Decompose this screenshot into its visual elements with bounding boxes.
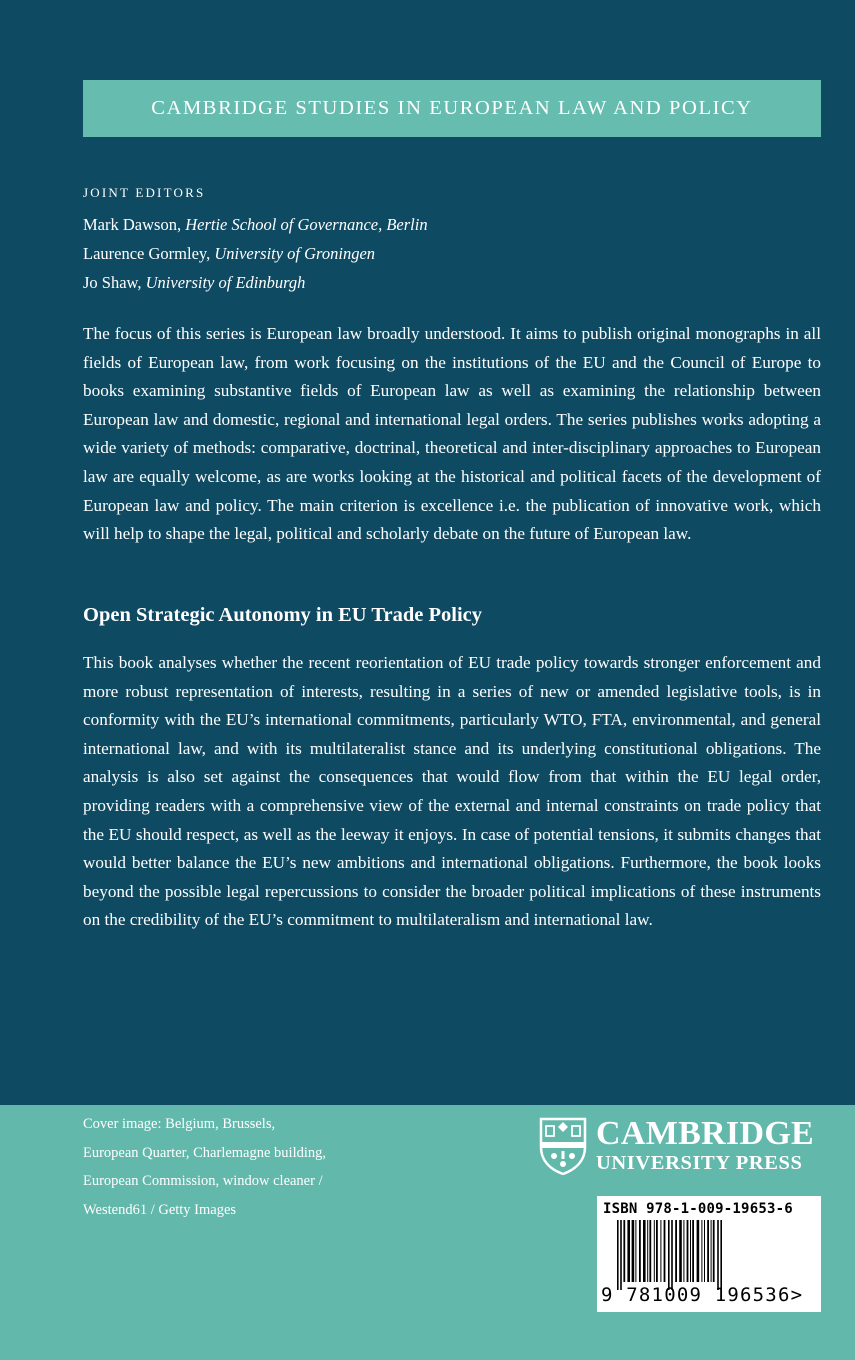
barcode-bar [671,1220,673,1290]
barcode-bar [617,1220,619,1290]
barcode-bar [664,1220,666,1282]
editor-name: Mark Dawson, [83,215,182,234]
barcode-bar [711,1220,712,1282]
barcode-bar [620,1220,622,1290]
editors-label: JOINT EDITORS [83,185,206,200]
series-title: CAMBRIDGE STUDIES IN EUROPEAN LAW AND POLICY [151,97,753,119]
barcode-bar [707,1220,709,1282]
publisher-logo [538,1117,814,1175]
barcode-bar [697,1220,700,1282]
barcode-bar [668,1220,670,1290]
isbn-label: ISBN 978-1-009-19653-6 [603,1201,793,1217]
barcode-bar [717,1220,719,1290]
publisher-subname: UNIVERSITY PRESS [596,1152,803,1174]
editor-affiliation: University of Groningen [214,244,376,263]
editor-name: Laurence Gormley, [83,244,211,263]
isbn-digits [601,1284,803,1306]
barcode-bar [701,1220,702,1282]
joint-editors [83,184,428,297]
barcode-bar [720,1220,722,1290]
editor-affiliation: University of Edinburgh [145,273,306,292]
barcode-bar [635,1220,636,1282]
publisher-wordmark [596,1117,814,1175]
barcode-bar [643,1220,646,1282]
barcode-bar [690,1220,691,1282]
barcode-bar [679,1220,682,1282]
editor-entry [83,268,428,297]
barcode-bar [649,1220,651,1282]
barcode-bar [654,1220,655,1282]
credit-line: Westend61 / Getty Images [83,1201,237,1218]
book-description: This book analyses whether the recent reorientation of EU trade policy towards stronger enforcement and more robust representation of interests, resulting in a series of new or amended legislative tools, is in conformity with the EU’s international commitments, particularly WTO, FTA, environmental, and general international law, and with its multilateralist stance and its underlying constitutional obligations. The analysis is also set against the consequences that would flow from that within the EU legal order, providing readers with a comprehensive view of the external and internal constraints on trade policy that the EU should respect, as well as the leeway it enjoys. In case of potential tensions, it submits changes that would better balance the EU’s new ambitions and international obligations. Furthermore, the book looks beyond the possible legal repercussions to consider the broader political implications of these instruments on the credibility of the EU’s commitment to multilateralism and international law. [83,653,821,930]
series-banner [83,80,821,137]
isbn-end-mark: > [790,1284,804,1306]
barcode-bar [683,1220,684,1282]
series-description: The focus of this series is European law broadly understood. It aims to publish original monographs in all fields of European law, from work focusing on the institutions of the EU and the Council of Europe to books examining substantive fields of European law as well as examining the relationship between European law and domestic, regional and international legal orders. The series publishes works adopting a wide variety of methods: comparative, doctrinal, theoretical and inter-disciplinary approaches to European law are equally welcome, as are works looking at the historical and political facets of the development of European law and policy. The main criterion is excellence i.e. the publication of innovative work, which will help to shape the legal, political and scholarly debate on the future of European law. [83,324,821,544]
barcode-bar [687,1220,689,1282]
credit-line: Cover image: Belgium, Brussels, [83,1116,276,1132]
barcode-bar [647,1220,648,1282]
barcode-bar [713,1220,715,1282]
isbn-number: 9 781009 196536 [601,1284,791,1306]
barcode-bar [692,1220,694,1282]
editor-entry [83,239,428,268]
editor-affiliation: Hertie School of Governance, Berlin [185,215,428,234]
publisher-name: CAMBRIDGE [596,1115,815,1152]
barcode-bar [660,1220,661,1282]
barcode-bar [627,1220,630,1282]
book-title: Open Strategic Autonomy in EU Trade Policy [83,604,482,626]
credit-line: European Commission, window cleaner / [83,1173,323,1189]
barcode-bar [639,1220,641,1282]
cover-credit [83,1110,326,1224]
barcode-bar [656,1220,658,1282]
credit-line: European Quarter, Charlemagne building, [83,1144,327,1161]
barcode-bar [632,1220,635,1282]
barcode-bar [704,1220,705,1282]
editor-entry [83,210,428,239]
barcode-bar [623,1220,625,1282]
barcode-bar [675,1220,677,1282]
editor-name: Jo Shaw, [83,273,142,292]
cambridge-crest-icon [538,1117,588,1175]
isbn-barcode [597,1196,821,1312]
